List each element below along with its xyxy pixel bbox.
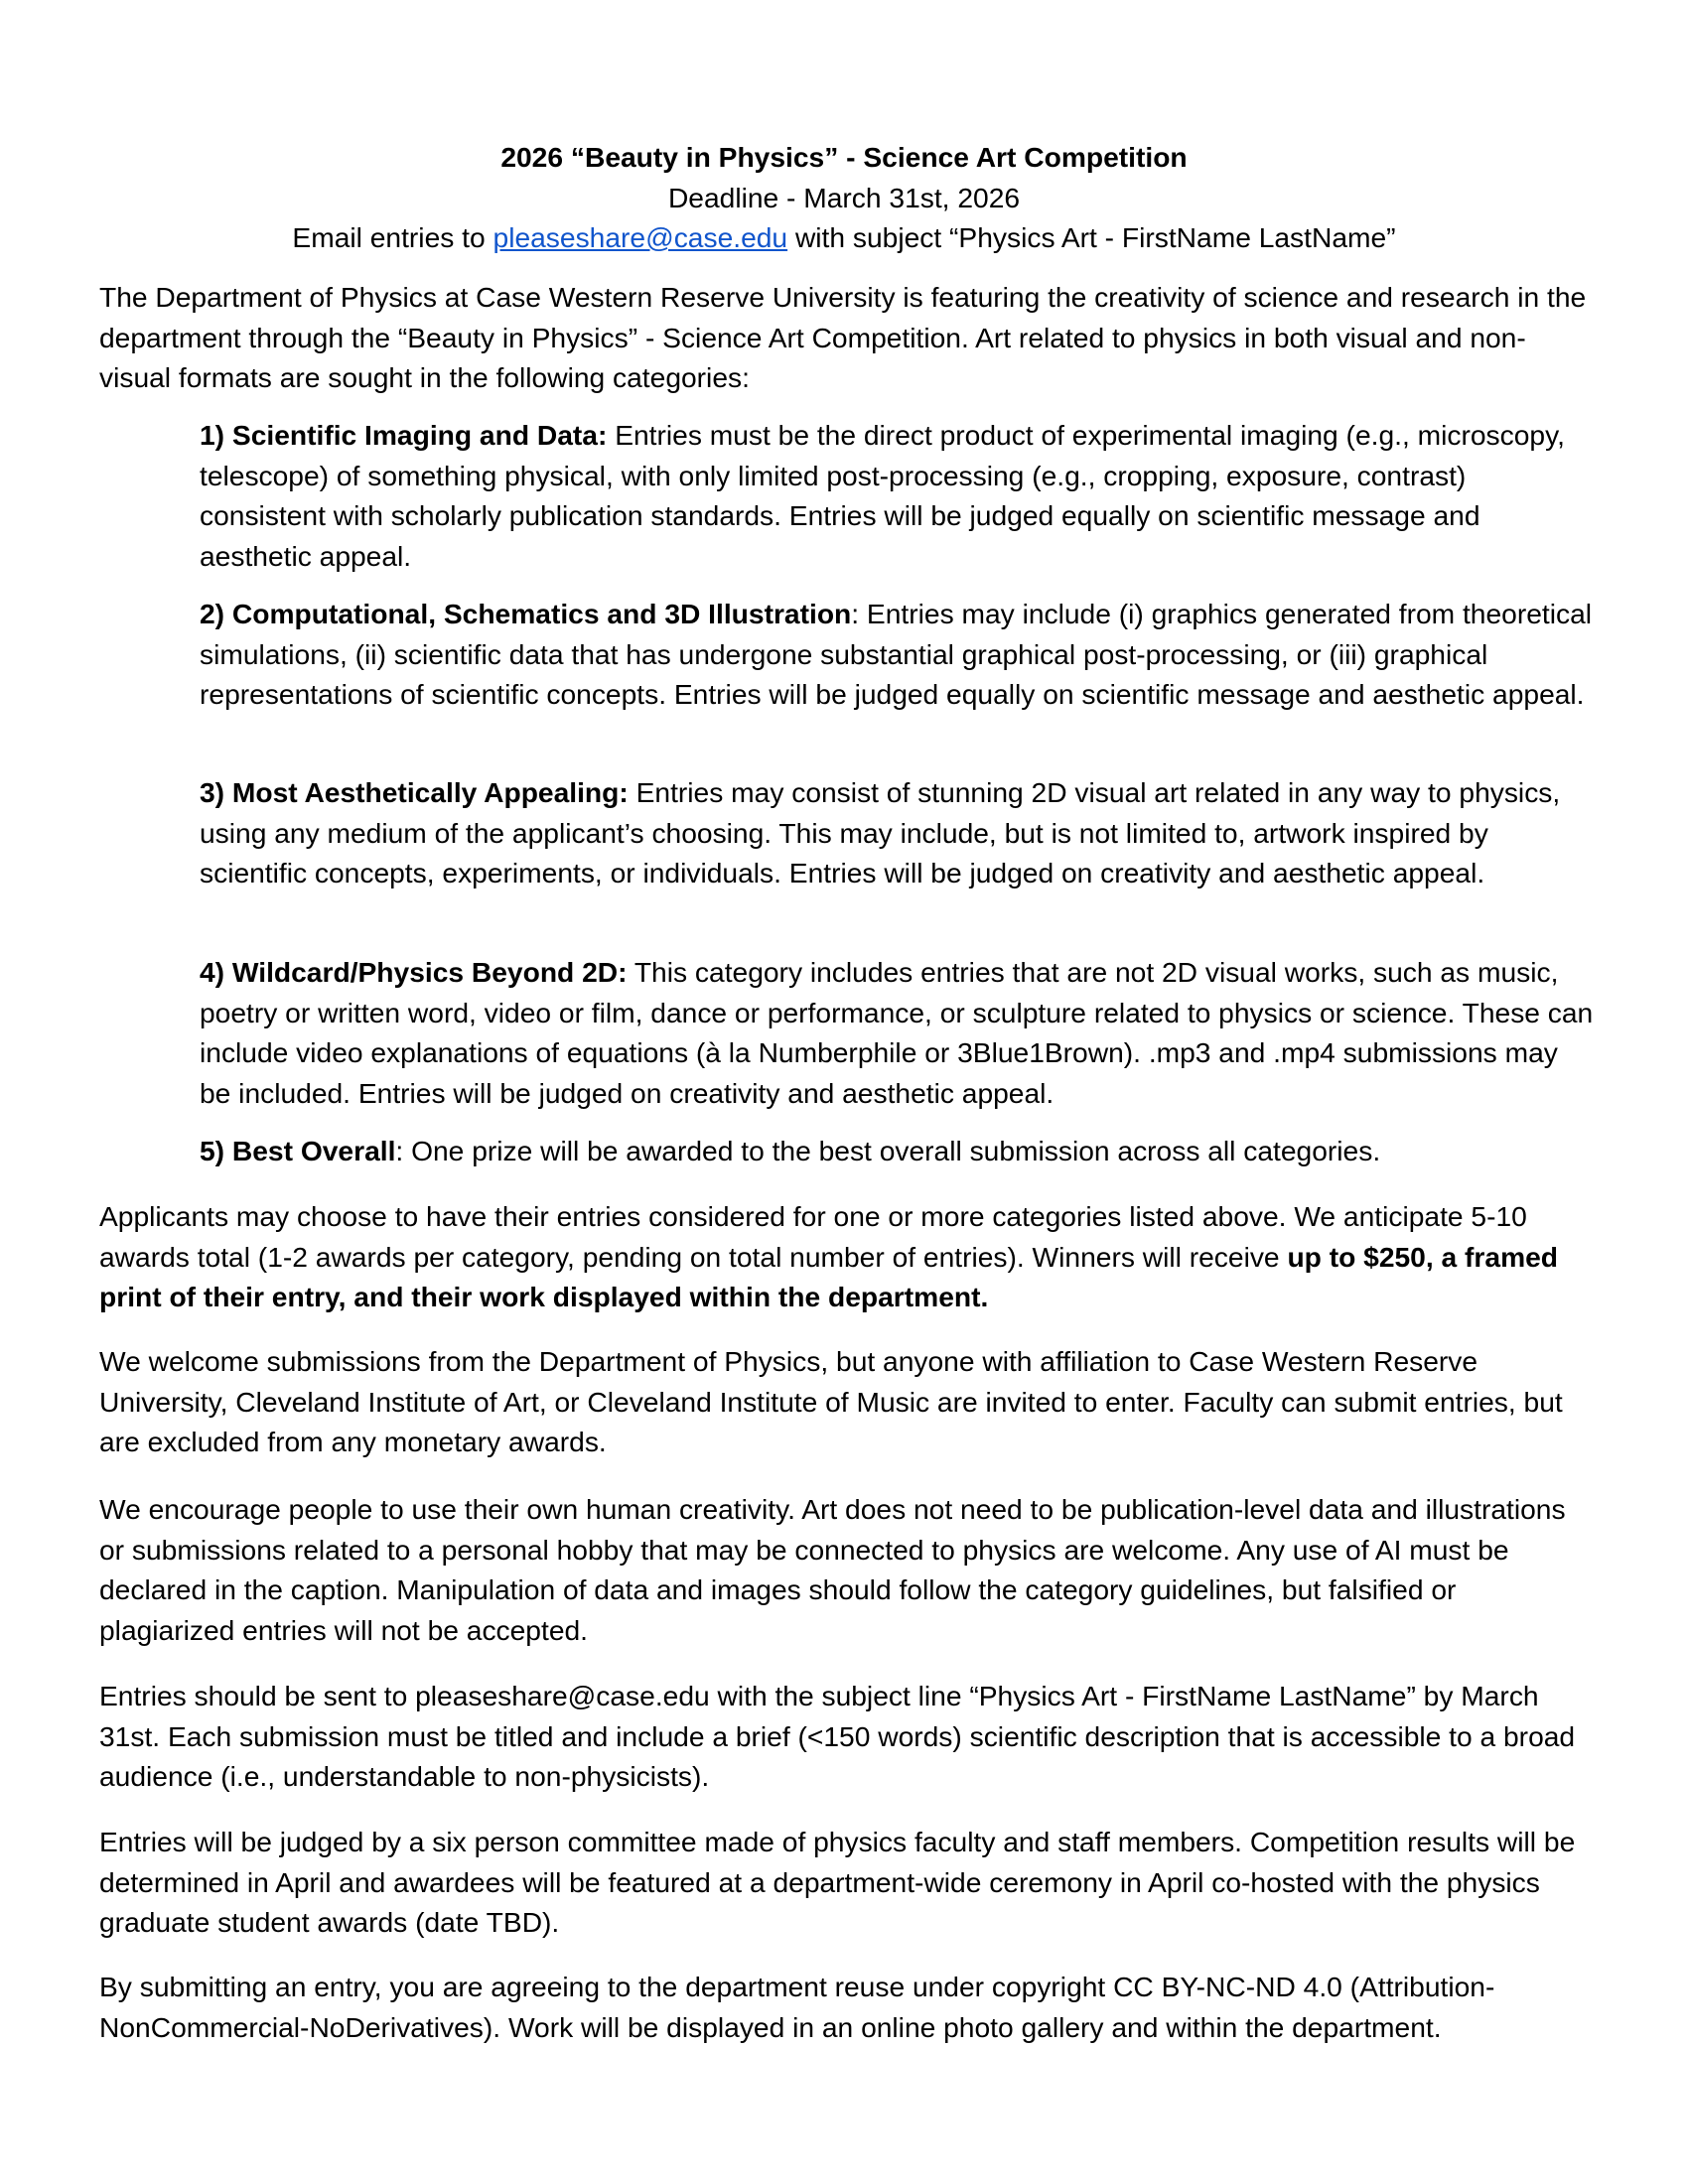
category-item-1 (200, 415, 1594, 576)
category-text: Entries may consist of stunning 2D visual art related in any way to physics, using any medium of the applicant’s choosing. This may include, but is not limited to, artwork inspired by scientific concepts, experiments, or individuals. Entries will be judged on creativity and aesthetic appeal. (200, 776, 1561, 888)
deadline-line: Deadline - March 31st, 2026 (667, 181, 1021, 213)
category-text: : Entries may include (i) graphics generated from theoretical simulations, (ii) scientific data that has undergone substantial graphical post-processing, or (iii) graphical representations of scientific concepts. Entries will be judged equally on scientific message and aesthetic appeal. (200, 598, 1593, 710)
awards-bold: up to $250, a framed print of their entry, and their work displayed within the department. (99, 1240, 1559, 1312)
category-item-4 (200, 952, 1594, 1113)
category-item-5 (200, 1131, 1594, 1171)
category-text: Entries must be the direct product of experimental imaging (e.g., microscopy, telescope) of something physical, with only limited post-processing (e.g., cropping, exposure, contrast) consistent with scholarly publication standards. Entries will be judged equally on scientific message and aesthetic appeal. (200, 419, 1565, 572)
email-link[interactable]: pleaseshare@case.edu (492, 221, 788, 253)
category-label: 5) Best Overall (200, 1135, 396, 1166)
document-header (99, 137, 1589, 258)
category-item-3 (200, 772, 1594, 893)
email-line (99, 217, 1589, 258)
document-title: 2026 “Beauty in Physics” - Science Art Competition (500, 141, 1188, 173)
category-text: : One prize will be awarded to the best overall submission across all categories. (395, 1135, 1381, 1166)
category-label: 4) Wildcard/Physics Beyond 2D: (200, 956, 628, 988)
category-text: This category includes entries that are not 2D visual works, such as music, poetry or written word, video or film, dance or performance, or sculpture related to physics or science. These can include video explanations of equations (à la Numberphile or 3Blue1Brown). .mp3 and .mp4 submissions may be included. Entries will be judged on creativity and aesthetic appeal. (200, 956, 1594, 1109)
email-prefix: Email entries to (292, 221, 493, 253)
email-suffix: with subject “Physics Art - FirstName LastName” (787, 221, 1396, 253)
category-item-2 (200, 594, 1594, 715)
category-label: 3) Most Aesthetically Appealing: (200, 776, 629, 808)
eligibility-paragraph: We welcome submissions from the Department of Physics, but anyone with affiliation to Case Western Reserve University, Cleveland Institute of Art, or Cleveland Institute of Music are invited to enter. Faculty can submit entries, but are excluded from any monetary awards. (99, 1345, 1563, 1457)
category-label: 1) Scientific Imaging and Data: (200, 419, 608, 451)
category-label: 2) Computational, Schematics and 3D Illustration (200, 598, 852, 629)
copyright-paragraph: By submitting an entry, you are agreeing to the department reuse under copyright CC BY-NC-ND 4.0 (Attribution-NonCommercial-NoDerivatives). Work will be displayed in an online photo gallery and within the department. (99, 1971, 1495, 2043)
creativity-paragraph: We encourage people to use their own human creativity. Art does not need to be publication-level data and illustrations or submissions related to a personal hobby that may be connected to physics are welcome. Any use of AI must be declared in the caption. Manipulation of data and images should follow the category guidelines, but falsified or plagiarized entries will not be accepted. (99, 1493, 1566, 1646)
awards-paragraph (99, 1196, 1594, 1317)
submission-paragraph: Entries should be sent to pleaseshare@case.edu with the subject line “Physics Art - FirstName LastName” by March 31st. Each submission must be titled and include a brief (<150 words) scientific description that is accessible to a broad audience (i.e., understandable to non-physicists). (99, 1680, 1576, 1792)
judging-paragraph: Entries will be judged by a six person committee made of physics faculty and staff members. Competition results will be determined in April and awardees will be featured at a department-wide ceremony in April co-hosted with the physics graduate student awards (date TBD). (99, 1826, 1576, 1938)
awards-text: Applicants may choose to have their entries considered for one or more categories listed above. We anticipate 5-10 awards total (1-2 awards per category, pending on total number of entries). Winners will receive (99, 1200, 1527, 1273)
intro-paragraph: The Department of Physics at Case Western Reserve University is featuring the creativity of science and research in the department through the “Beauty in Physics” - Science Art Competition. Art related to physics in both visual and non-visual formats are sought in the following categories: (99, 281, 1587, 393)
